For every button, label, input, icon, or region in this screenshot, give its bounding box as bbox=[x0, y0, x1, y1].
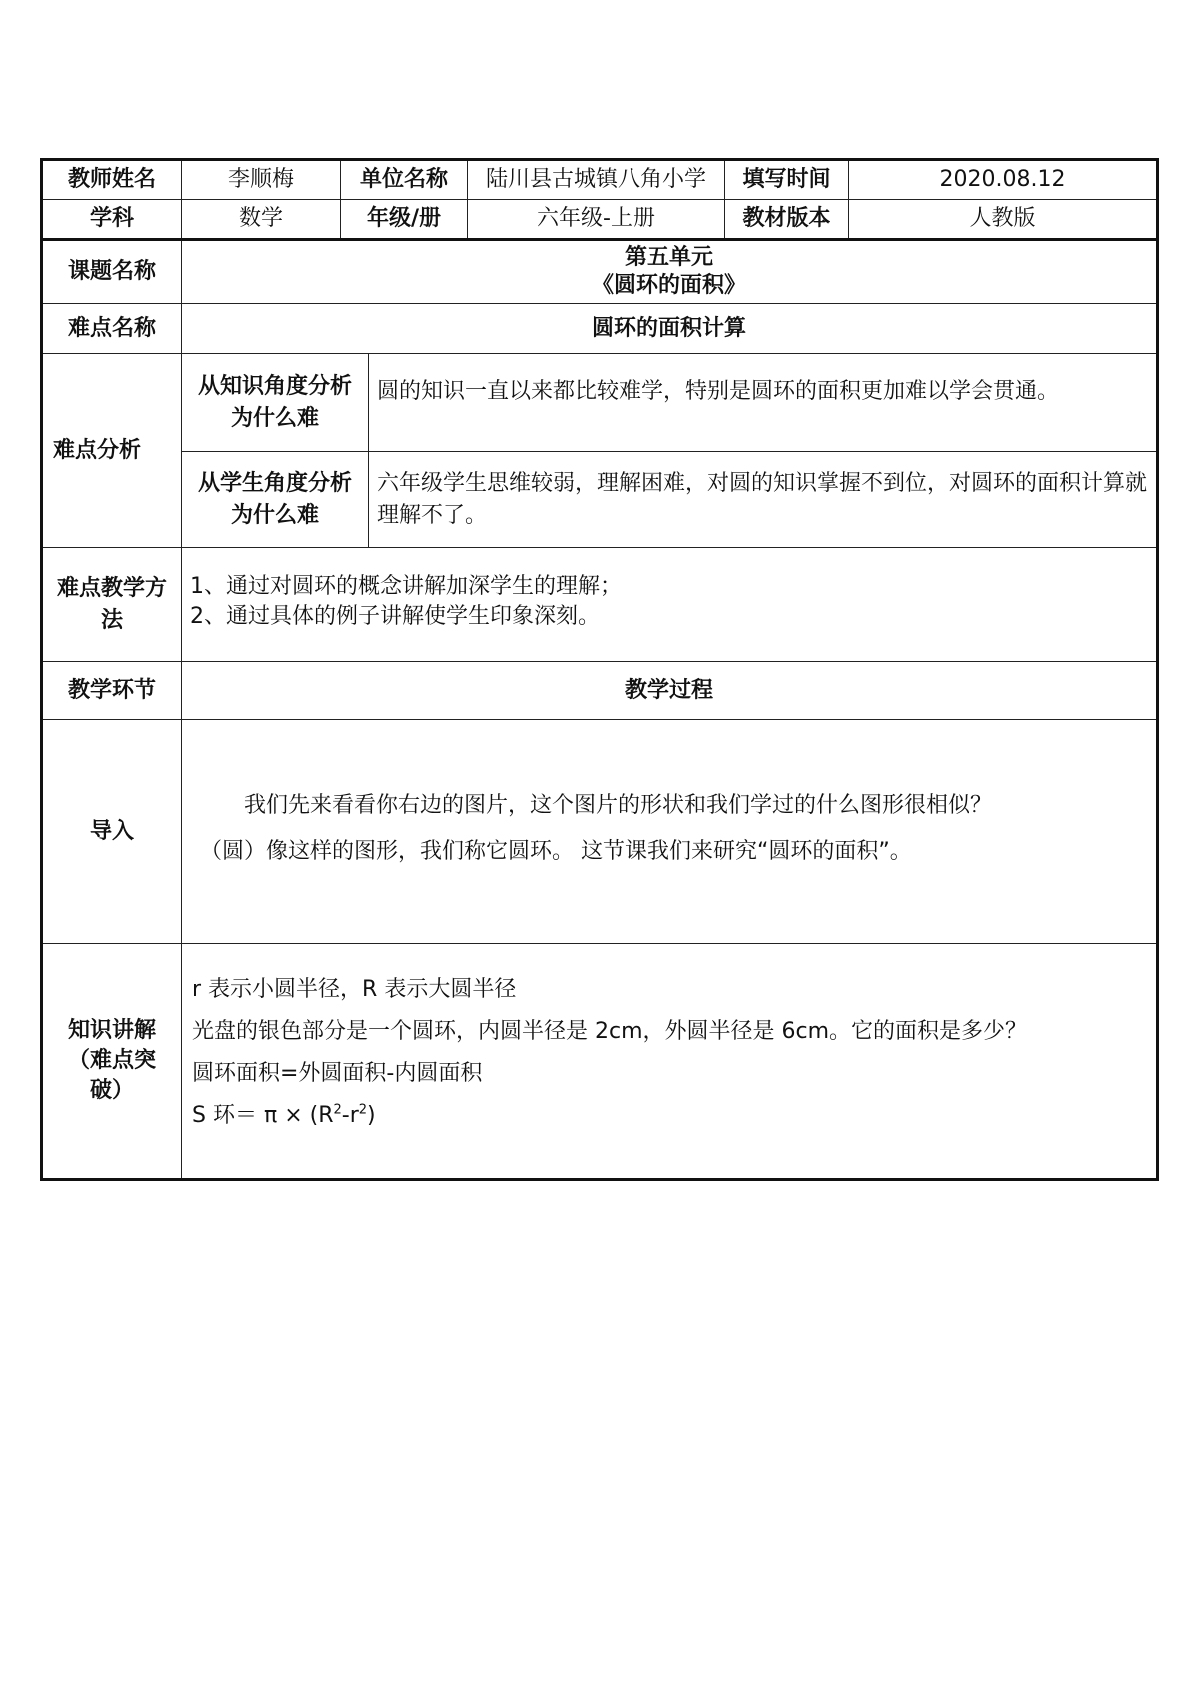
intro-text bbox=[182, 720, 1158, 944]
teacher-name-value: 李顺梅 bbox=[182, 160, 341, 200]
knowledge-label-line-3: 破） bbox=[89, 1078, 134, 1103]
knowledge-text bbox=[182, 944, 1158, 1180]
intro-line-2: （圆）像这样的图形，我们称它圆环。 这节课我们来研究“圆环的面积”。 bbox=[200, 839, 912, 864]
grade-label: 年级/册 bbox=[341, 200, 468, 240]
knowledge-line-1: r 表示小圆半径，R 表示大圆半径 bbox=[192, 977, 517, 1002]
fill-date-label: 填写时间 bbox=[725, 160, 849, 200]
teaching-process-header: 教学过程 bbox=[182, 662, 1158, 720]
unit-name-label: 单位名称 bbox=[341, 160, 468, 200]
subject-value: 数学 bbox=[182, 200, 341, 240]
subject-label: 学科 bbox=[42, 200, 182, 240]
formula-prefix: S 环＝ π × (R bbox=[192, 1103, 334, 1128]
method-label: 难点教学方法 bbox=[42, 548, 182, 662]
difficulty-label: 难点名称 bbox=[42, 304, 182, 354]
edition-label: 教材版本 bbox=[725, 200, 849, 240]
formula-suffix: ) bbox=[367, 1103, 376, 1128]
topic-value bbox=[182, 240, 1158, 304]
topic-label: 课题名称 bbox=[42, 240, 182, 304]
intro-line-1: 我们先来看看你右边的图片，这个图片的形状和我们学过的什么图形很相似？ bbox=[244, 793, 993, 818]
method-line-2: 2、通过具体的例子讲解使学生印象深刻。 bbox=[190, 604, 600, 629]
analysis-label: 难点分析 bbox=[42, 354, 182, 548]
teacher-name-label: 教师姓名 bbox=[42, 160, 182, 200]
knowledge-line-2: 光盘的银色部分是一个圆环，内圆半径是 2cm，外圆半径是 6cm。它的面积是多少？ bbox=[192, 1019, 1028, 1044]
method-text bbox=[182, 548, 1158, 662]
knowledge-label-line-1: 知识讲解 bbox=[67, 1018, 156, 1043]
intro-label: 导入 bbox=[42, 720, 182, 944]
formula-sup-1: 2 bbox=[333, 1102, 342, 1118]
unit-name-value: 陆川县古城镇八角小学 bbox=[468, 160, 725, 200]
edition-value: 人教版 bbox=[849, 200, 1158, 240]
student-angle-text: 六年级学生思维较弱，理解困难，对圆的知识掌握不到位，对圆环的面积计算就理解不了。 bbox=[369, 452, 1158, 548]
knowledge-label-line-2: （难点突 bbox=[67, 1048, 156, 1073]
lesson-plan-page bbox=[40, 158, 1156, 1181]
area-formula bbox=[192, 1100, 1148, 1132]
teaching-step-header: 教学环节 bbox=[42, 662, 182, 720]
method-line-1: 1、通过对圆环的概念讲解加深学生的理解； bbox=[190, 574, 622, 599]
formula-mid: -r bbox=[341, 1103, 359, 1128]
student-angle-label: 从学生角度分析为什么难 bbox=[182, 452, 369, 548]
fill-date-value: 2020.08.12 bbox=[849, 160, 1158, 200]
topic-title: 《圆环的面积》 bbox=[592, 273, 747, 298]
topic-unit: 第五单元 bbox=[625, 245, 714, 270]
knowledge-label bbox=[42, 944, 182, 1180]
knowledge-angle-label: 从知识角度分析为什么难 bbox=[182, 354, 369, 452]
knowledge-angle-text: 圆的知识一直以来都比较难学，特别是圆环的面积更加难以学会贯通。 bbox=[369, 354, 1158, 452]
lesson-plan-table bbox=[40, 158, 1159, 1181]
grade-value: 六年级-上册 bbox=[468, 200, 725, 240]
knowledge-line-3: 圆环面积=外圆面积-内圆面积 bbox=[192, 1061, 483, 1086]
difficulty-value: 圆环的面积计算 bbox=[182, 304, 1158, 354]
formula-sup-2: 2 bbox=[358, 1102, 368, 1118]
